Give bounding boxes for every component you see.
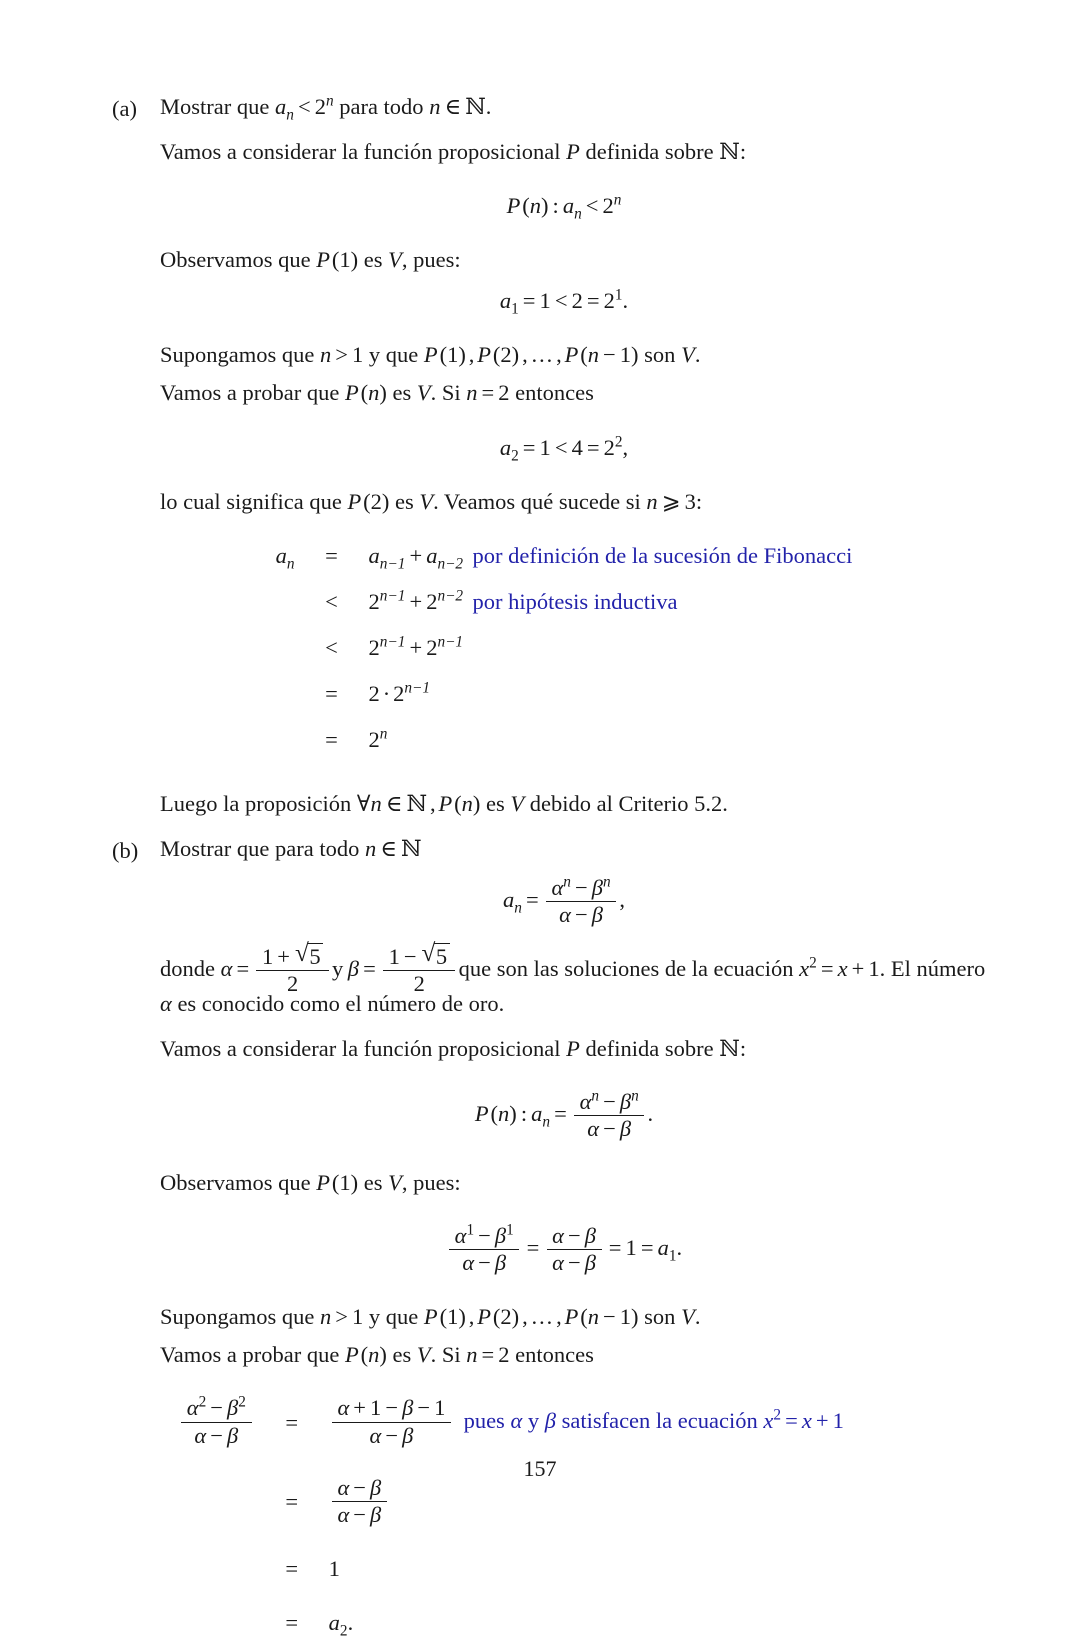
- derivation-row: [178, 1542, 844, 1596]
- equation-pn-definition-b: P (n) : $a_n$ = $\frac{\alpha^n - \beta^n}{\alpha - \beta}$ .: [160, 1090, 968, 1142]
- derivation-rhs: $a_{n-1} + a_{n-2}$ por definición de la sucesión de Fibonacci: [355, 543, 853, 579]
- fraction: $\frac{\alpha^2 - \beta^2}{\alpha - \beta}$: [181, 1396, 251, 1448]
- page-body: [112, 96, 968, 1650]
- fraction: $\frac{\alpha - \beta}{\alpha - \beta}$: [547, 1224, 602, 1276]
- item-b-label: (b): [112, 838, 138, 864]
- derivation-table-b: [178, 1383, 844, 1650]
- item-b-consider-line: Vamos a considerar la función proposicional P definida sobre ℕ:: [160, 1038, 968, 1061]
- derivation-rhs: [315, 1383, 844, 1463]
- derivation-rhs: $2^{n-1} + 2^{n-1}$: [355, 625, 853, 671]
- item-b-where-line: donde α = 1 + √ 5 2 y β = 1 − √ 5 2 que son las soluciones de la ecuación $x^2 = x + 1$. El número: [160, 944, 968, 998]
- derivation-row: [276, 579, 853, 625]
- equation-binet-formula: $a_n$ = $\frac{\alpha^n - \beta^n}{\alpha - \beta}$ ,: [160, 876, 968, 928]
- derivation-row: [276, 625, 853, 671]
- item-b-prove-line: Vamos a probar que P (n) es V. Si n = 2 entonces: [160, 1344, 968, 1367]
- derivation-row: [178, 1383, 844, 1463]
- item-b-where-line-2: α es conocido como el número de oro.: [160, 993, 968, 1016]
- derivation-row: [178, 1596, 844, 1650]
- derivation-rhs: 1: [315, 1542, 844, 1596]
- item-a-conclusion-line: Luego la proposición ∀n ∈ ℕ , P (n) es V debido al Criterio 5.2.: [160, 793, 968, 816]
- item-b-suppose-line: Supongamos que n > 1 y que P (1) , P (2) , … , P (n − 1) son V.: [160, 1306, 968, 1329]
- derivation-rhs: 2$^n$: [355, 717, 853, 763]
- fraction: $\frac{\alpha^1 - \beta^1}{\alpha - \beta}$: [449, 1224, 519, 1276]
- derivation-row: [276, 717, 853, 763]
- derivation-rhs: $2 \cdot 2^{n-1}$: [355, 671, 853, 717]
- item-a-means-line: lo cual significa que P (2) es V. Veamos qué sucede si n ⩾ 3:: [160, 491, 968, 514]
- derivation-note: pues α y β satisfacen la ecuación $x^2 = x + 1$: [454, 1408, 844, 1433]
- fraction: $\frac{\alpha + 1 - \beta - 1}{\alpha - \beta}$: [332, 1396, 451, 1448]
- derivation-note: por hipótesis inductiva: [463, 589, 677, 614]
- item-a: [112, 96, 968, 816]
- equation-base-case-a: $a_1 = 1 < 2 = 2^1$.: [160, 288, 968, 314]
- derivation-relation: =: [269, 1462, 315, 1542]
- derivation-note: por definición de la sucesión de Fibonacci: [463, 543, 852, 568]
- derivation-relation: =: [309, 543, 355, 579]
- fraction-beta: 1 − √ 5 2: [383, 943, 456, 997]
- derivation-rhs: $a_2$.: [315, 1596, 844, 1650]
- equation-base-case-a2: $a_2 = 1 < 4 = 2^2$,: [160, 435, 968, 461]
- derivation-relation: =: [309, 717, 355, 763]
- item-b: [112, 838, 968, 1650]
- page-number: 157: [0, 1456, 1080, 1482]
- fraction: $\frac{\alpha^n - \beta^n}{\alpha - \beta}$: [546, 876, 616, 928]
- derivation-relation: <: [309, 625, 355, 671]
- derivation-relation: =: [269, 1596, 315, 1650]
- derivation-table-a: [276, 543, 853, 763]
- derivation-row: [276, 671, 853, 717]
- fraction: $\frac{\alpha^n - \beta^n}{\alpha - \beta}$: [574, 1090, 644, 1142]
- item-a-consider-line: Vamos a considerar la función proposicional P definida sobre ℕ:: [160, 141, 968, 164]
- derivation-relation: =: [309, 671, 355, 717]
- derivation-lhs: $a_n$: [276, 543, 309, 579]
- sqrt-5: √ 5: [422, 943, 450, 969]
- derivation-rhs: $2^{n-1} + 2^{n-2}$ por hipótesis inductiva: [355, 579, 853, 625]
- fraction-alpha: 1 + √ 5 2: [256, 943, 329, 997]
- sqrt-5: √ 5: [295, 943, 323, 969]
- item-b-statement: Mostrar que para todo n ∈ ℕ: [160, 838, 968, 861]
- derivation-lhs: [178, 1383, 269, 1463]
- item-a-statement: Mostrar que $a_n < 2^n$ para todo n ∈ ℕ.: [160, 96, 968, 119]
- fraction: $\frac{\alpha - \beta}{\alpha - \beta}$: [332, 1476, 387, 1528]
- item-b-observe-line: Observamos que P (1) es V, pues:: [160, 1172, 968, 1195]
- equation-pn-definition-a: P (n) : $a_n < 2^n$: [160, 193, 968, 219]
- derivation-relation: =: [269, 1383, 315, 1463]
- equation-base-case-b: $\frac{\alpha^1 - \beta^1}{\alpha - \beta}$ = $\frac{\alpha - \beta}{\alpha - \beta}$ = $1 = a_1$.: [160, 1224, 968, 1276]
- derivation-relation: <: [309, 579, 355, 625]
- item-a-prove-line: Vamos a probar que P (n) es V. Si n = 2 entonces: [160, 382, 968, 405]
- item-a-observe-line: Observamos que P (1) es V, pues:: [160, 249, 968, 272]
- derivation-relation: =: [269, 1542, 315, 1596]
- item-a-suppose-line: Supongamos que n > 1 y que P (1) , P (2) , … , P (n − 1) son V.: [160, 344, 968, 367]
- item-a-label: (a): [112, 96, 137, 122]
- derivation-row: [276, 543, 853, 579]
